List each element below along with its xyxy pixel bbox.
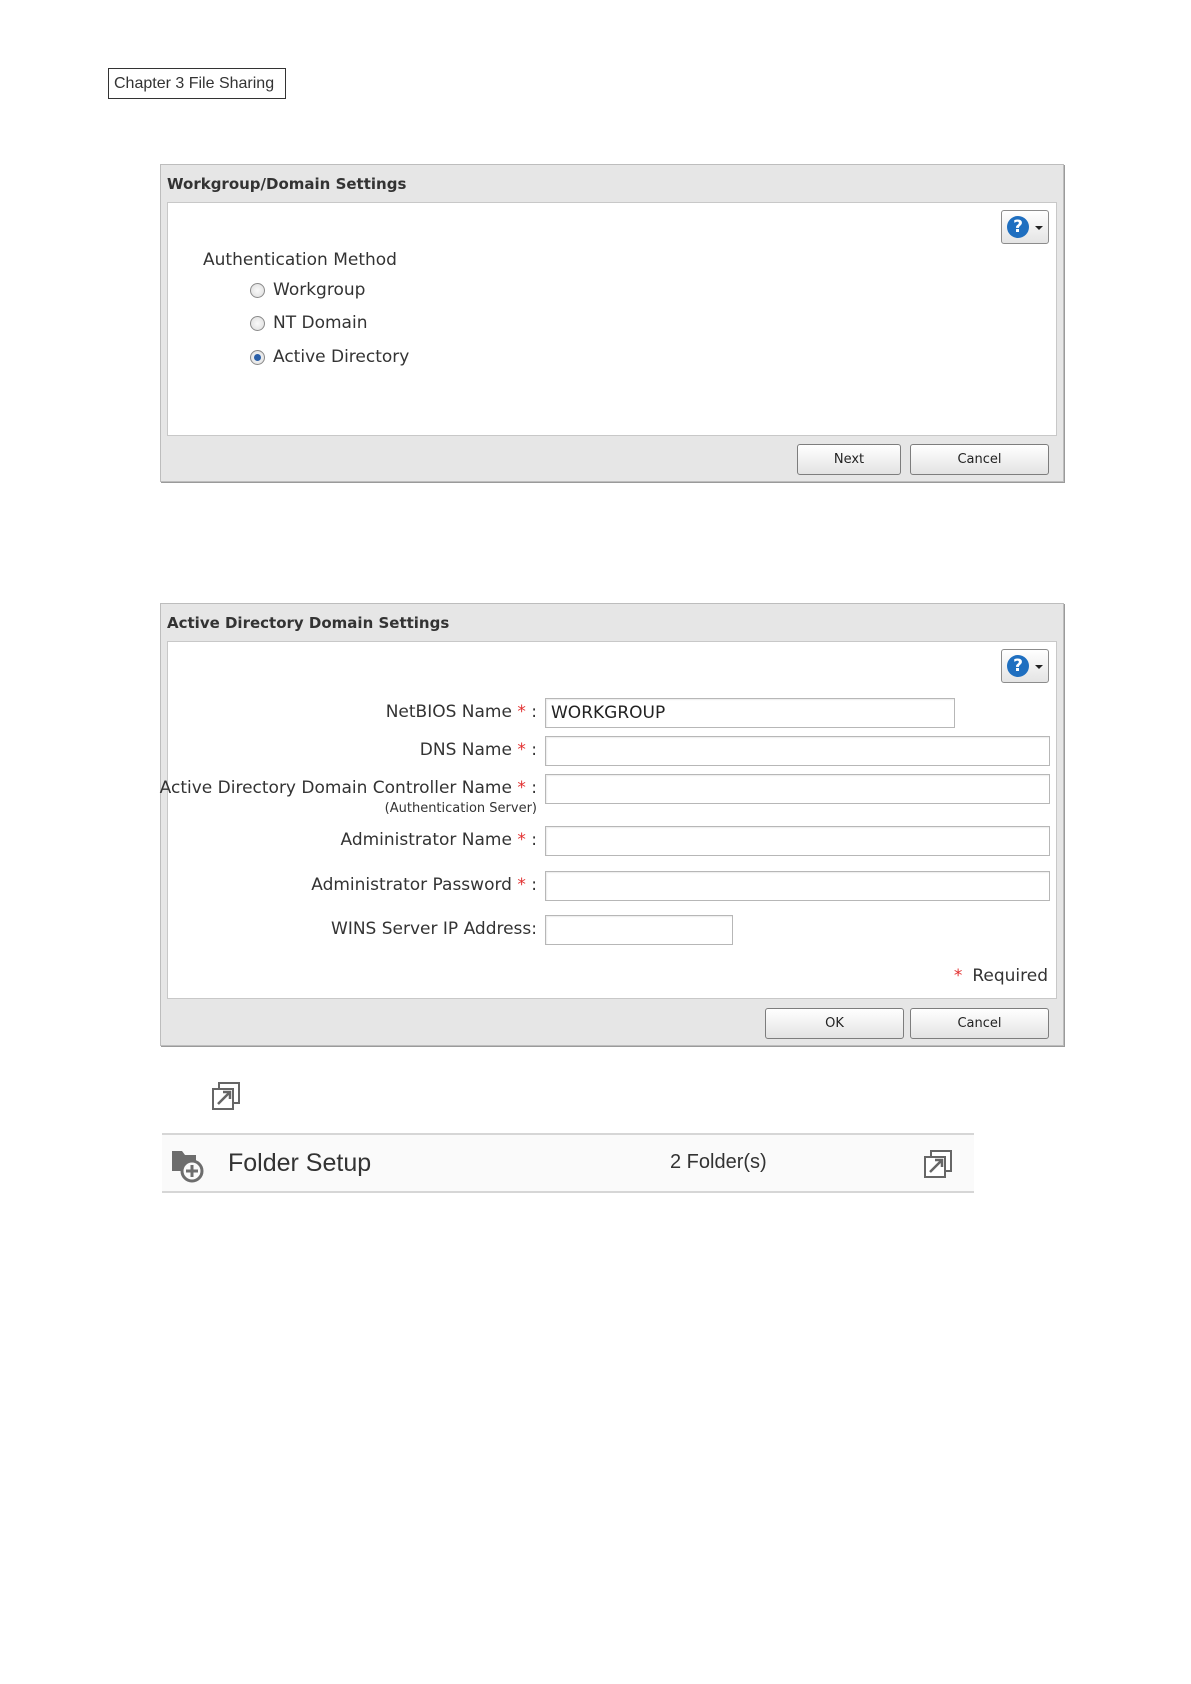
expand-icon[interactable] <box>922 1148 954 1180</box>
ad-controller-label: Active Directory Domain Controller Name * : <box>159 778 537 798</box>
dns-label: DNS Name * : <box>419 740 537 760</box>
netbios-name-input[interactable]: WORKGROUP <box>545 698 955 728</box>
expand-icon <box>210 1080 242 1112</box>
dialog-body <box>167 202 1057 436</box>
chevron-down-icon <box>1035 665 1043 669</box>
admin-password-input[interactable] <box>545 871 1050 901</box>
admin-name-label: Administrator Name * : <box>340 830 537 850</box>
help-icon: ? <box>1007 216 1029 238</box>
netbios-label: NetBIOS Name * : <box>385 702 537 722</box>
admin-name-input[interactable] <box>545 826 1050 856</box>
ad-controller-sublabel: (Authentication Server) <box>384 801 537 816</box>
help-icon: ? <box>1007 655 1029 677</box>
radio-button[interactable] <box>250 350 265 365</box>
cancel-button[interactable]: Cancel <box>910 444 1049 475</box>
admin-password-label: Administrator Password * : <box>311 875 537 895</box>
dns-name-input[interactable] <box>545 736 1050 766</box>
ad-domain-dialog <box>160 603 1064 1046</box>
wins-label: WINS Server IP Address: <box>331 919 537 939</box>
radio-label: NT Domain <box>273 313 368 333</box>
ad-controller-input[interactable] <box>545 774 1050 804</box>
folder-setup-title: Folder Setup <box>228 1149 372 1177</box>
folder-add-icon <box>170 1147 206 1183</box>
chevron-down-icon <box>1035 226 1043 230</box>
help-button[interactable] <box>1001 649 1049 683</box>
required-note: * Required <box>953 966 1048 986</box>
folder-count: 2 Folder(s) <box>670 1151 767 1173</box>
auth-method-label: Authentication Method <box>203 250 397 270</box>
dialog-body <box>159 641 1057 999</box>
next-button[interactable]: Next <box>797 444 901 475</box>
cancel-button[interactable]: Cancel <box>910 1008 1049 1039</box>
radio-label: Workgroup <box>273 280 366 300</box>
workgroup-domain-dialog <box>160 164 1064 482</box>
dialog-title: Workgroup/Domain Settings <box>167 175 407 193</box>
dialog-title: Active Directory Domain Settings <box>167 614 450 632</box>
help-button[interactable] <box>1001 210 1049 244</box>
chapter-header: Chapter 3 File Sharing <box>108 68 286 99</box>
radio-button[interactable] <box>250 283 265 298</box>
radio-label: Active Directory <box>273 347 410 367</box>
folder-setup-row[interactable] <box>162 1133 974 1193</box>
ok-button[interactable]: OK <box>765 1008 904 1039</box>
wins-ip-input[interactable] <box>545 915 733 945</box>
radio-button[interactable] <box>250 316 265 331</box>
